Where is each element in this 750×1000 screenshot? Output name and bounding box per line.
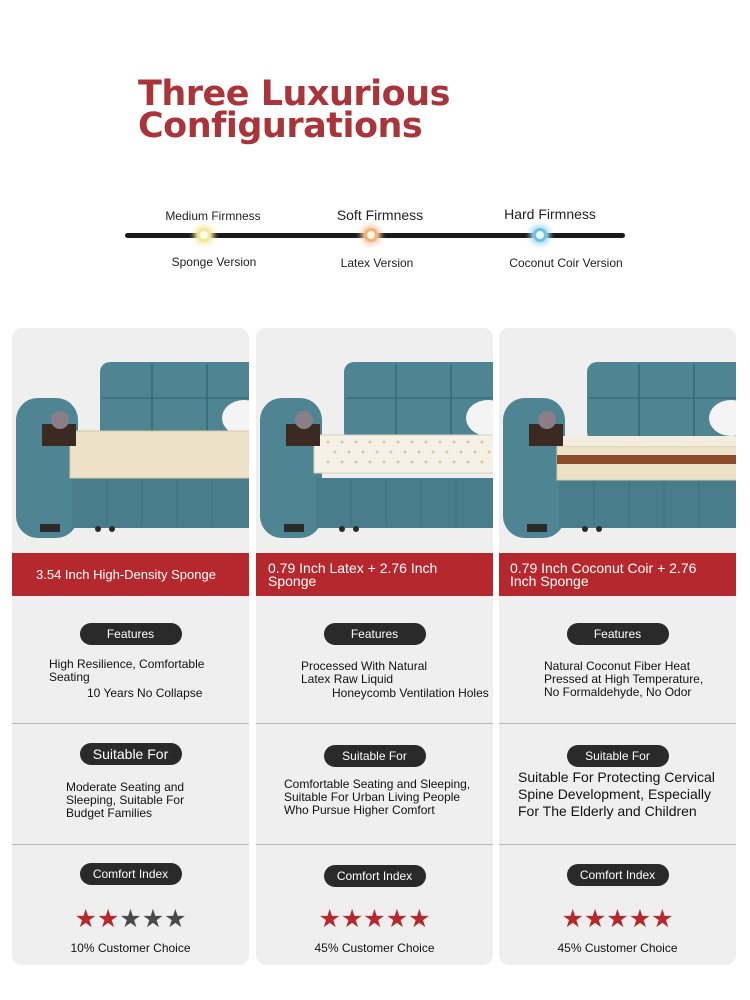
- features-pill: Features: [324, 623, 426, 645]
- comfort-section: [12, 844, 249, 965]
- suitable-text: Comfortable Seating and Sleeping, Suitable For Urban Living People Who Pursue Higher Comfort: [284, 777, 471, 817]
- star-icon: ★: [385, 905, 409, 933]
- star-icon: ★: [408, 905, 431, 933]
- sofa-sponge-image: [12, 328, 249, 553]
- star-icon: ★: [164, 905, 187, 933]
- comfort-pill: Comfort Index: [324, 865, 426, 887]
- customer-choice: 45% Customer Choice: [314, 941, 435, 955]
- features-section: [12, 596, 249, 723]
- title-line-1: Three Luxurious: [138, 74, 450, 114]
- suitable-pill: Suitable For: [80, 743, 182, 765]
- star-icon: ★: [96, 905, 120, 933]
- version-label-sponge: Sponge Version: [171, 255, 257, 269]
- star-icon: ★: [318, 905, 341, 933]
- star-icon: ★: [340, 905, 364, 933]
- firmness-label-soft: Soft Firmness: [336, 207, 424, 223]
- comfort-rating: [12, 907, 249, 932]
- suitable-section: [12, 723, 249, 844]
- features-pill: Features: [80, 623, 182, 645]
- sofa-latex-image: [256, 328, 493, 553]
- banner-text: 0.79 Inch Coconut Coir + 2.76 Inch Sponge: [510, 559, 697, 589]
- comfort-pill: Comfort Index: [80, 863, 182, 885]
- comfort-section: [256, 844, 493, 965]
- feature-item: Honeycomb Ventilation Holes: [332, 686, 489, 700]
- firmness-label-medium: Medium Firmness: [165, 209, 261, 223]
- feature-item: High Resilience, Comfortable Seating: [49, 657, 205, 684]
- suitable-pill: Suitable For: [567, 745, 669, 767]
- page-title: [138, 74, 558, 146]
- config-card-sponge: [12, 328, 249, 965]
- features-pill: Features: [567, 623, 669, 645]
- star-icon: ★: [651, 905, 674, 933]
- comfort-rating: [499, 907, 736, 932]
- star-icon: ★: [74, 905, 97, 933]
- feature-item: Processed With Natural Latex Raw Liquid: [301, 659, 428, 686]
- customer-choice: 45% Customer Choice: [557, 941, 678, 955]
- star-icon: ★: [561, 905, 584, 933]
- banner-sponge: [12, 553, 249, 596]
- sofa-coir-image: [499, 328, 736, 553]
- version-label-coir: Coconut Coir Version: [509, 256, 623, 270]
- version-label-latex: Latex Version: [340, 256, 414, 270]
- config-card-latex: [256, 328, 493, 965]
- customer-choice: 10% Customer Choice: [70, 941, 191, 955]
- feature-item: Natural Coconut Fiber Heat Pressed at High Temperature, No Formaldehyde, No Odor: [544, 659, 704, 699]
- features-section: [499, 596, 736, 723]
- banner-coir: [499, 553, 736, 596]
- firmness-scale: [0, 200, 750, 280]
- suitable-section: [499, 723, 736, 844]
- latex-marker-icon: [364, 228, 378, 242]
- star-icon: ★: [628, 905, 652, 933]
- banner-text: 0.79 Inch Latex + 2.76 Inch Sponge: [268, 559, 438, 589]
- banner-latex: [256, 553, 493, 596]
- star-icon: ★: [119, 905, 142, 933]
- suitable-section: [256, 723, 493, 844]
- star-icon: ★: [141, 905, 165, 933]
- star-icon: ★: [583, 905, 607, 933]
- comfort-section: [499, 844, 736, 965]
- feature-item: 10 Years No Collapse: [87, 686, 203, 700]
- comfort-rating: [256, 907, 493, 932]
- banner-text: 3.54 Inch High-Density Sponge: [36, 567, 216, 582]
- star-icon: ★: [363, 905, 386, 933]
- suitable-text: Suitable For Protecting Cervical Spine Development, Especially For The Elderly and Children: [518, 769, 715, 819]
- coir-marker-icon: [533, 228, 547, 242]
- star-icon: ★: [606, 905, 629, 933]
- config-card-coir: [499, 328, 736, 965]
- title-line-2: Configurations: [138, 106, 423, 146]
- features-section: [256, 596, 493, 723]
- sponge-marker-icon: [197, 228, 211, 242]
- suitable-text: Moderate Seating and Sleeping, Suitable For Budget Families: [66, 780, 185, 820]
- suitable-pill: Suitable For: [324, 745, 426, 767]
- comfort-pill: Comfort Index: [567, 864, 669, 886]
- firmness-label-hard: Hard Firmness: [504, 206, 596, 222]
